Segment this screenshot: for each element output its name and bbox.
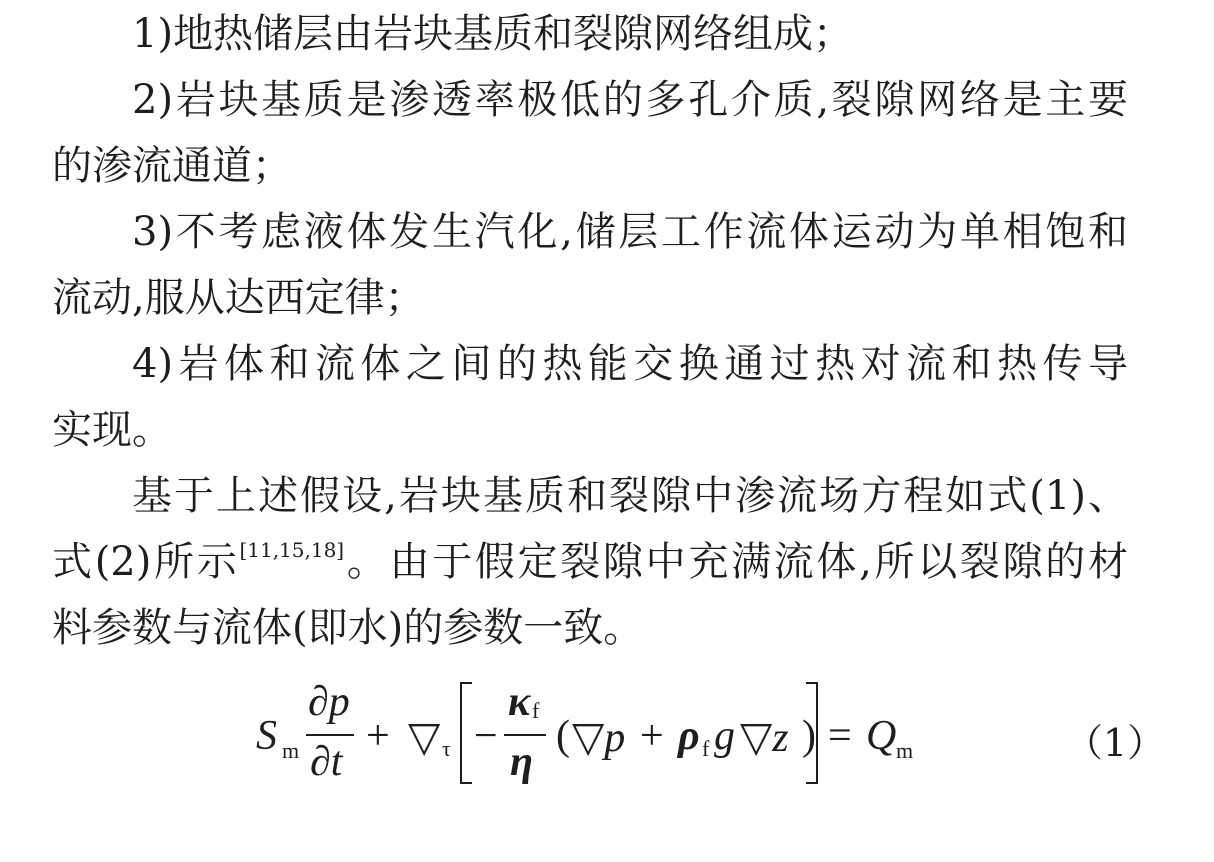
eq-nabla-sub: τ: [442, 736, 451, 761]
eq-rho-sub: f: [702, 736, 710, 761]
equation-1: [240, 679, 940, 796]
assumption-2: [132, 76, 1128, 124]
eq-paren-open: (: [556, 713, 570, 759]
eq-fraction-bar-1: [306, 734, 354, 736]
paragraph-line-2-end: 。由于假定裂隙中充满流体,所以裂隙的材: [344, 539, 1128, 585]
eq-kappa: κ: [508, 679, 531, 725]
eq-S: S: [256, 713, 277, 759]
assumption-2-text: 岩块基质是渗透率极低的多孔介质,裂隙网络是主要: [173, 77, 1128, 123]
eq-bracket-left: [460, 682, 472, 784]
eq-Q: Q: [866, 713, 897, 759]
assumption-4-continuation: 实现。: [52, 407, 172, 453]
assumption-1-text: 地热储层由岩块基质和裂隙网络组成；: [173, 11, 854, 57]
eq-S-sub: m: [282, 738, 300, 763]
citation-ref[interactable]: [11,15,18]: [239, 538, 345, 562]
assumption-1: [132, 10, 1128, 58]
eq-kappa-sub: f: [532, 698, 540, 723]
eq-minus: −: [474, 713, 498, 759]
eq-bracket-right: [806, 682, 818, 784]
assumption-1-number: 1): [132, 11, 174, 57]
eq-paren-close: ): [802, 713, 816, 759]
eq-equals: =: [828, 713, 852, 759]
assumption-4-text: 岩体和流体之间的热能交换通过热对流和热传导: [173, 341, 1128, 387]
assumption-2-continuation: 的渗流通道；: [52, 143, 292, 189]
eq-dp: ∂p: [308, 679, 350, 725]
paragraph-line-1: 基于上述假设,岩块基质和裂隙中渗流场方程如式(1)、: [132, 473, 1128, 519]
eq-Q-sub: m: [896, 738, 914, 763]
paragraph-line-3: 料参数与流体(即水)的参数一致。: [52, 605, 644, 651]
eq-grad-z: ▽z: [740, 715, 789, 761]
eq-plus-1: +: [366, 713, 390, 759]
assumption-2-number: 2): [132, 77, 174, 123]
paragraph-line-2: [52, 538, 1128, 586]
eq-nabla: ▽: [408, 715, 441, 761]
assumption-4: [132, 340, 1128, 388]
eq-dt: ∂t: [310, 739, 343, 785]
eq-eta: η: [510, 739, 534, 785]
assumption-3-continuation: 流动,服从达西定律；: [52, 275, 425, 321]
assumption-3: [132, 208, 1128, 256]
assumption-3-text: 不考虑液体发生汽化,储层工作流体运动为单相饱和: [173, 209, 1128, 255]
assumption-4-number: 4): [132, 341, 174, 387]
eq-g: g: [714, 713, 735, 759]
assumption-3-number: 3): [132, 209, 174, 255]
eq-grad-p: ▽p: [572, 715, 626, 761]
paragraph-line-2-start: 式(2)所示: [52, 539, 240, 585]
eq-fraction-bar-2: [504, 734, 546, 736]
eq-plus-2: +: [640, 713, 664, 759]
equation-number: （1）: [1065, 721, 1166, 765]
eq-rho: ρ: [678, 713, 700, 759]
